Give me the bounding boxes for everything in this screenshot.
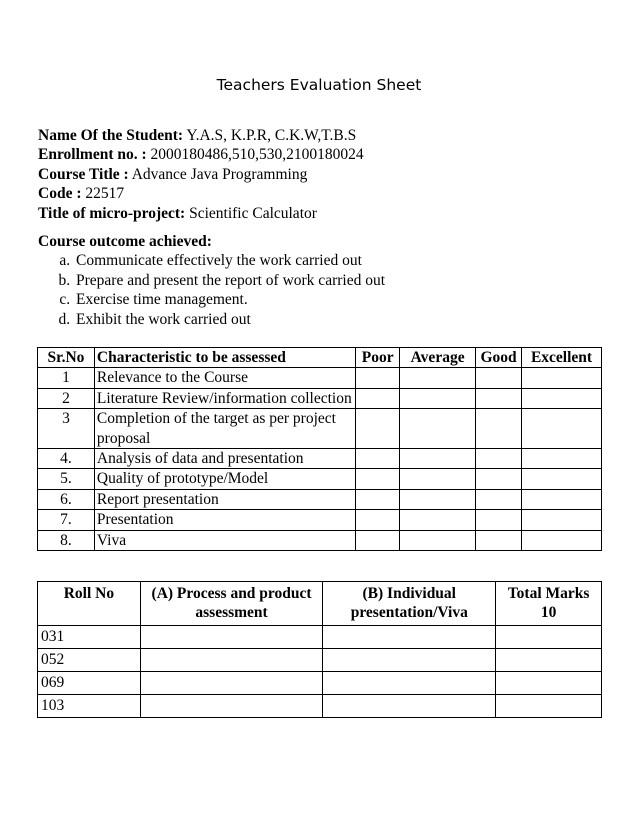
sr-no-cell: 1	[38, 368, 95, 388]
table-row	[38, 510, 602, 530]
sr-no-cell: 3	[38, 409, 95, 449]
good-cell[interactable]	[476, 530, 522, 550]
roll-no-cell: 031	[38, 625, 141, 648]
project-title-label: Title of micro-project:	[38, 204, 186, 222]
average-cell[interactable]	[400, 469, 476, 489]
total-marks-cell[interactable]	[496, 648, 602, 671]
average-cell[interactable]	[400, 449, 476, 469]
table-row	[38, 469, 602, 489]
outcome-item: a. Communicate effectively the work carried out	[74, 251, 385, 270]
marks-header-row	[38, 582, 602, 626]
poor-cell[interactable]	[356, 368, 400, 388]
sr-no-cell: 2	[38, 388, 95, 408]
enrollment-label: Enrollment no. :	[38, 146, 147, 164]
sr-no-cell: 6.	[38, 489, 95, 509]
header-sr-no: Sr.No	[38, 348, 95, 368]
poor-cell[interactable]	[356, 510, 400, 530]
table-row	[38, 388, 602, 408]
project-title-line	[38, 204, 364, 223]
student-name-label: Name Of the Student:	[38, 127, 184, 144]
sr-no-cell: 7.	[38, 510, 95, 530]
presentation-marks-cell[interactable]	[323, 671, 496, 694]
code-label: Code :	[38, 185, 82, 203]
header-process-assessment: (A) Process and product assessment	[140, 582, 323, 626]
good-cell[interactable]	[476, 510, 522, 530]
sr-no-cell: 8.	[38, 530, 95, 550]
good-cell[interactable]	[476, 409, 522, 449]
student-name-value: Y.A.S, K.P.R, C.K.W,T.B.S	[186, 127, 357, 144]
assessment-table	[37, 347, 602, 551]
table-row	[38, 449, 602, 469]
characteristic-cell: Quality of prototype/Model	[94, 469, 355, 489]
outcome-heading: Course outcome achieved:	[38, 233, 212, 250]
characteristic-cell: Relevance to the Course	[94, 368, 355, 388]
table-row	[38, 530, 602, 550]
characteristic-cell: Viva	[94, 530, 355, 550]
average-cell[interactable]	[400, 489, 476, 509]
header-poor: Poor	[356, 348, 400, 368]
table-row	[38, 409, 602, 449]
process-marks-cell[interactable]	[140, 694, 323, 717]
course-title-value: Advance Java Programming	[131, 165, 308, 183]
characteristic-cell: Presentation	[94, 510, 355, 530]
header-excellent: Excellent	[522, 348, 602, 368]
sr-no-cell: 5.	[38, 469, 95, 489]
good-cell[interactable]	[476, 449, 522, 469]
excellent-cell[interactable]	[522, 368, 602, 388]
marks-table	[37, 581, 602, 718]
student-name-line	[38, 126, 364, 145]
average-cell[interactable]	[400, 368, 476, 388]
characteristic-cell: Completion of the target as per project proposal	[94, 409, 355, 449]
presentation-marks-cell[interactable]	[323, 648, 496, 671]
assessment-header-row	[38, 348, 602, 368]
total-marks-cell[interactable]	[496, 694, 602, 717]
enrollment-value: 2000180486,510,530,2100180024	[150, 146, 364, 164]
good-cell[interactable]	[476, 469, 522, 489]
good-cell[interactable]	[476, 368, 522, 388]
total-marks-cell[interactable]	[496, 625, 602, 648]
header-average: Average	[400, 348, 476, 368]
outcome-item: b. Prepare and present the report of work carried out	[74, 271, 385, 290]
presentation-marks-cell[interactable]	[323, 625, 496, 648]
table-row	[38, 694, 602, 717]
course-title-line	[38, 165, 364, 184]
characteristic-cell: Literature Review/information collection	[94, 388, 355, 408]
excellent-cell[interactable]	[522, 489, 602, 509]
poor-cell[interactable]	[356, 489, 400, 509]
excellent-cell[interactable]	[522, 510, 602, 530]
poor-cell[interactable]	[356, 469, 400, 489]
roll-no-cell: 069	[38, 671, 141, 694]
excellent-cell[interactable]	[522, 449, 602, 469]
poor-cell[interactable]	[356, 409, 400, 449]
good-cell[interactable]	[476, 388, 522, 408]
page-title: Teachers Evaluation Sheet	[216, 76, 422, 94]
average-cell[interactable]	[400, 530, 476, 550]
total-marks-cell[interactable]	[496, 671, 602, 694]
table-row	[38, 671, 602, 694]
table-row	[38, 648, 602, 671]
average-cell[interactable]	[400, 409, 476, 449]
excellent-cell[interactable]	[522, 409, 602, 449]
process-marks-cell[interactable]	[140, 648, 323, 671]
course-outcome-section	[38, 232, 385, 329]
average-cell[interactable]	[400, 388, 476, 408]
poor-cell[interactable]	[356, 530, 400, 550]
poor-cell[interactable]	[356, 388, 400, 408]
enrollment-line	[38, 145, 364, 164]
roll-no-cell: 052	[38, 648, 141, 671]
table-row	[38, 368, 602, 388]
excellent-cell[interactable]	[522, 530, 602, 550]
header-characteristic: Characteristic to be assessed	[94, 348, 355, 368]
table-row	[38, 489, 602, 509]
excellent-cell[interactable]	[522, 388, 602, 408]
course-title-label: Course Title :	[38, 165, 129, 183]
header-individual-presentation: (B) Individual presentation/Viva	[323, 582, 496, 626]
header-total-marks: Total Marks 10	[496, 582, 602, 626]
outcome-list	[38, 251, 385, 329]
header-roll-no: Roll No	[38, 582, 141, 626]
presentation-marks-cell[interactable]	[323, 694, 496, 717]
process-marks-cell[interactable]	[140, 671, 323, 694]
outcome-item: c. Exercise time management.	[74, 290, 385, 309]
excellent-cell[interactable]	[522, 469, 602, 489]
project-title-value: Scientific Calculator	[189, 204, 317, 222]
outcome-item: d. Exhibit the work carried out	[74, 310, 385, 329]
average-cell[interactable]	[400, 510, 476, 530]
poor-cell[interactable]	[356, 449, 400, 469]
code-value: 22517	[85, 185, 125, 203]
student-info	[38, 126, 364, 223]
process-marks-cell[interactable]	[140, 625, 323, 648]
good-cell[interactable]	[476, 489, 522, 509]
table-row	[38, 625, 602, 648]
roll-no-cell: 103	[38, 694, 141, 717]
characteristic-cell: Analysis of data and presentation	[94, 449, 355, 469]
header-good: Good	[476, 348, 522, 368]
characteristic-cell: Report presentation	[94, 489, 355, 509]
code-line	[38, 184, 364, 203]
sr-no-cell: 4.	[38, 449, 95, 469]
